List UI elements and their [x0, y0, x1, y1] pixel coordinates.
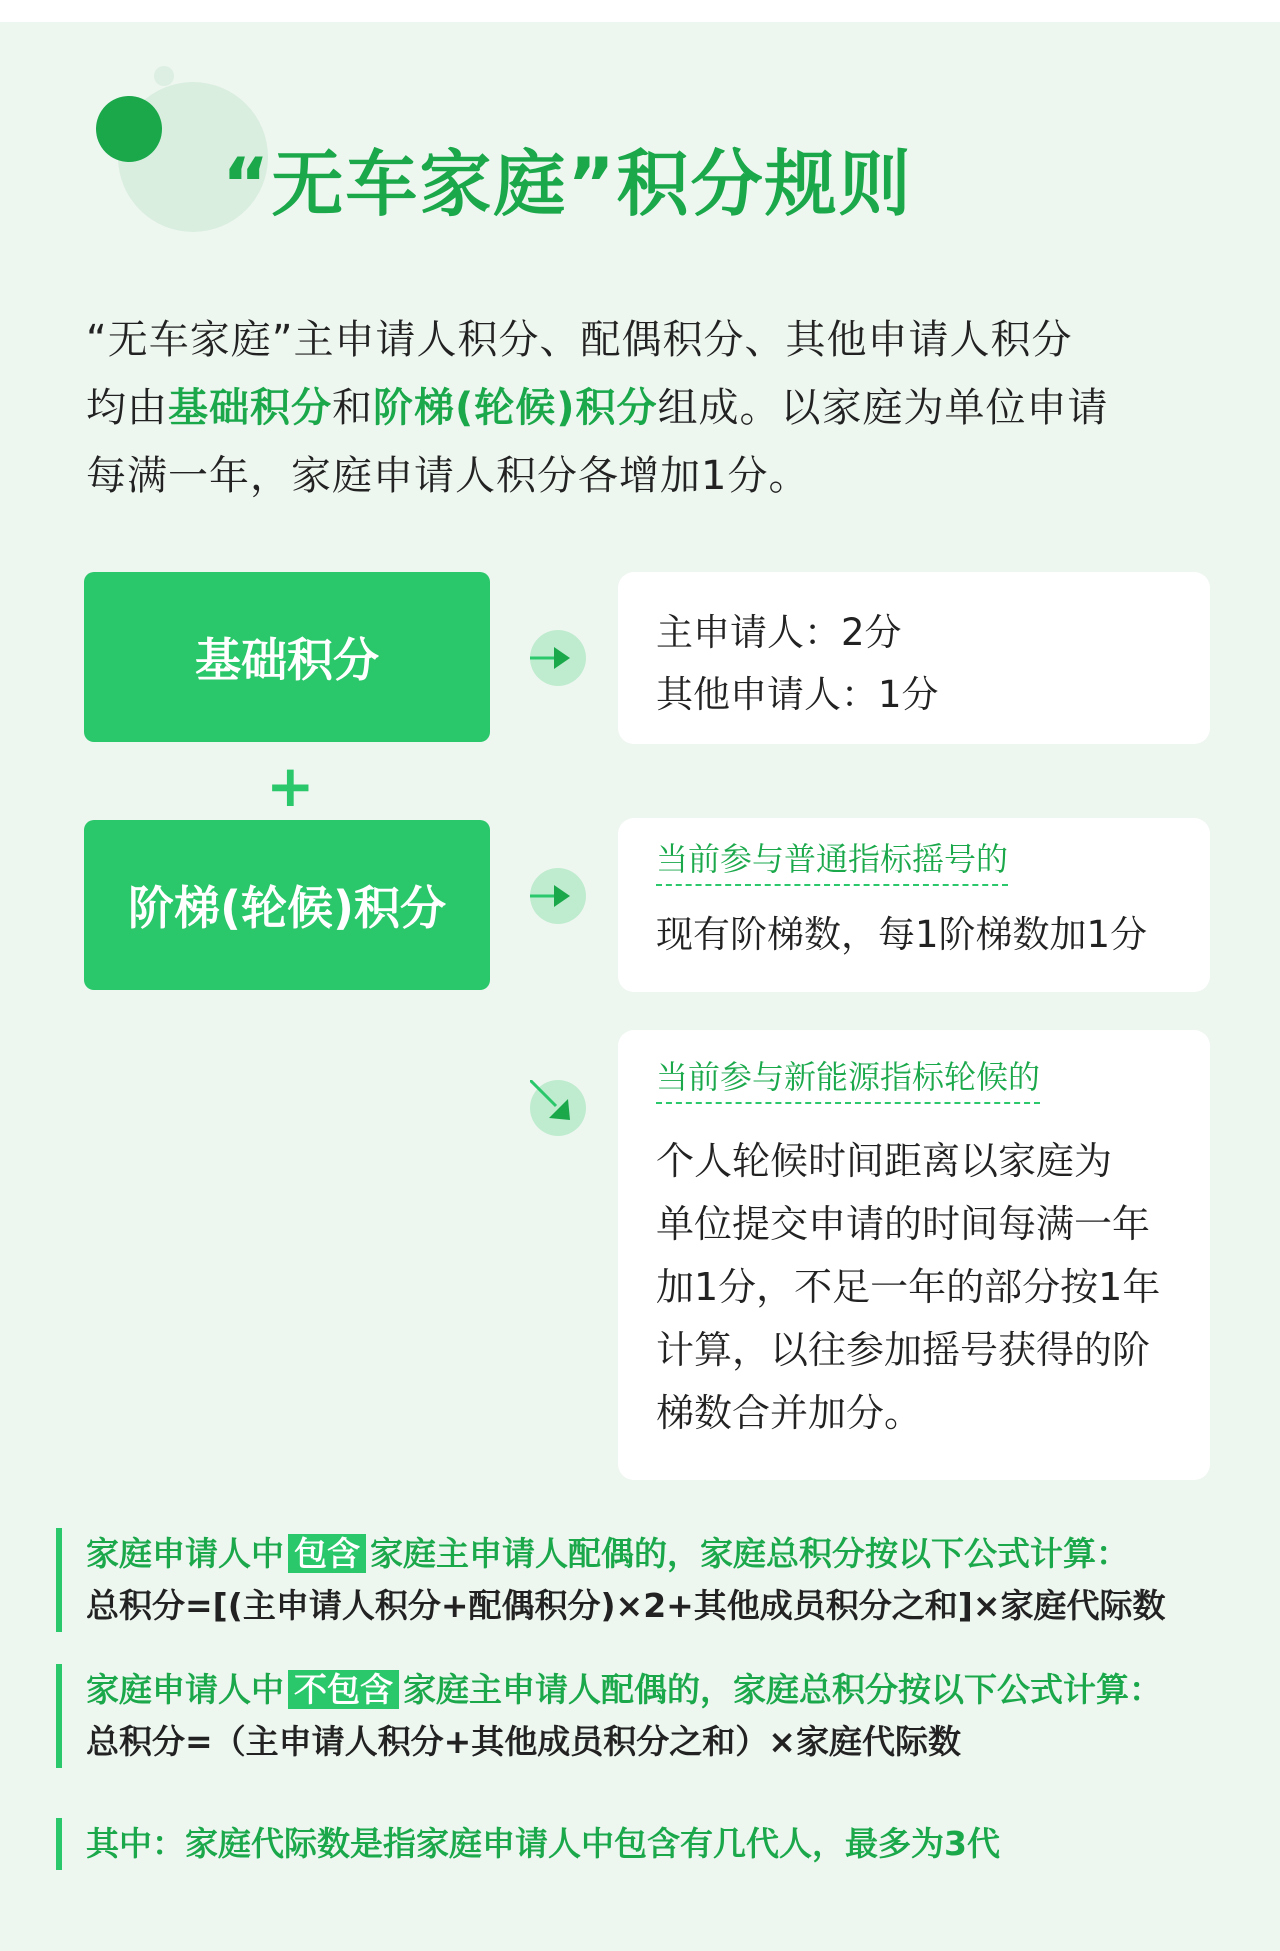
intro-line-1: “无车家庭”主申请人积分、配偶积分、其他申请人积分: [86, 317, 1073, 363]
queue-card-line: 单位提交申请的时间每满一年: [656, 1202, 1151, 1246]
intro-paragraph: [86, 306, 1206, 510]
condition-text: 家庭申请人中: [86, 1670, 284, 1709]
formula-without-spouse: [56, 1664, 1162, 1768]
base-points-box: [84, 572, 490, 742]
ladder-card-text: 现有阶梯数，每1阶梯数加1分: [656, 913, 1148, 956]
page-title: “无车家庭”积分规则: [222, 142, 913, 226]
intro-text: 组成。以家庭为单位申请: [657, 385, 1109, 431]
condition-tag: 不包含: [288, 1670, 399, 1709]
formula-condition: [86, 1664, 1162, 1716]
queue-card-line: 计算，以往参加摇号获得的阶: [656, 1328, 1151, 1372]
queue-card-line: 梯数合并加分。: [656, 1391, 923, 1435]
decor-circle-green: [96, 96, 162, 162]
intro-text: 和: [332, 385, 373, 431]
plus-sign: +: [266, 752, 315, 820]
ladder-points-label: 阶梯(轮候)积分: [127, 881, 447, 935]
intro-highlight-ladder: 阶梯(轮候)积分: [373, 385, 658, 431]
arrow-diagonal-icon: [530, 1080, 586, 1136]
decor-circle-small: [154, 66, 174, 86]
formula-with-spouse: [56, 1528, 1166, 1632]
arrow-right-icon: [530, 630, 586, 686]
formula-expression: 总积分=（主申请人积分+其他成员积分之和）×家庭代际数: [86, 1722, 961, 1761]
ladder-card-subtitle: 当前参与普通指标摇号的: [656, 834, 1008, 886]
base-points-card: [618, 572, 1210, 744]
condition-text: 家庭主申请人配偶的，家庭总积分按以下公式计算：: [403, 1670, 1162, 1709]
base-main-applicant: 主申请人：2分: [656, 611, 902, 654]
note-text: 其中：家庭代际数是指家庭申请人中包含有几代人，最多为3代: [86, 1824, 1000, 1863]
intro-highlight-base: 基础积分: [168, 385, 332, 431]
queue-points-card: [618, 1030, 1210, 1480]
generation-note: [56, 1818, 1000, 1870]
base-other-applicant: 其他申请人：1分: [656, 673, 939, 716]
formula-condition: [86, 1528, 1166, 1580]
arrow-right-icon: [530, 868, 586, 924]
condition-text: 家庭申请人中: [86, 1534, 284, 1573]
intro-line-2: [86, 374, 1206, 442]
condition-text: 家庭主申请人配偶的，家庭总积分按以下公式计算：: [370, 1534, 1129, 1573]
formula-expression: 总积分=[(主申请人积分+配偶积分)×2+其他成员积分之和]×家庭代际数: [86, 1586, 1166, 1625]
intro-line-3: 每满一年，家庭申请人积分各增加1分。: [86, 453, 810, 499]
condition-tag: 包含: [288, 1534, 366, 1573]
queue-card-text: [656, 1130, 1160, 1445]
queue-card-line: 个人轮候时间距离以家庭为: [656, 1139, 1113, 1183]
base-points-label: 基础积分: [195, 633, 379, 687]
queue-card-subtitle: 当前参与新能源指标轮候的: [656, 1052, 1040, 1104]
ladder-points-box: [84, 820, 490, 990]
intro-text: 均由: [86, 385, 168, 431]
ladder-points-card: [618, 818, 1210, 992]
queue-card-line: 加1分，不足一年的部分按1年: [656, 1265, 1161, 1309]
